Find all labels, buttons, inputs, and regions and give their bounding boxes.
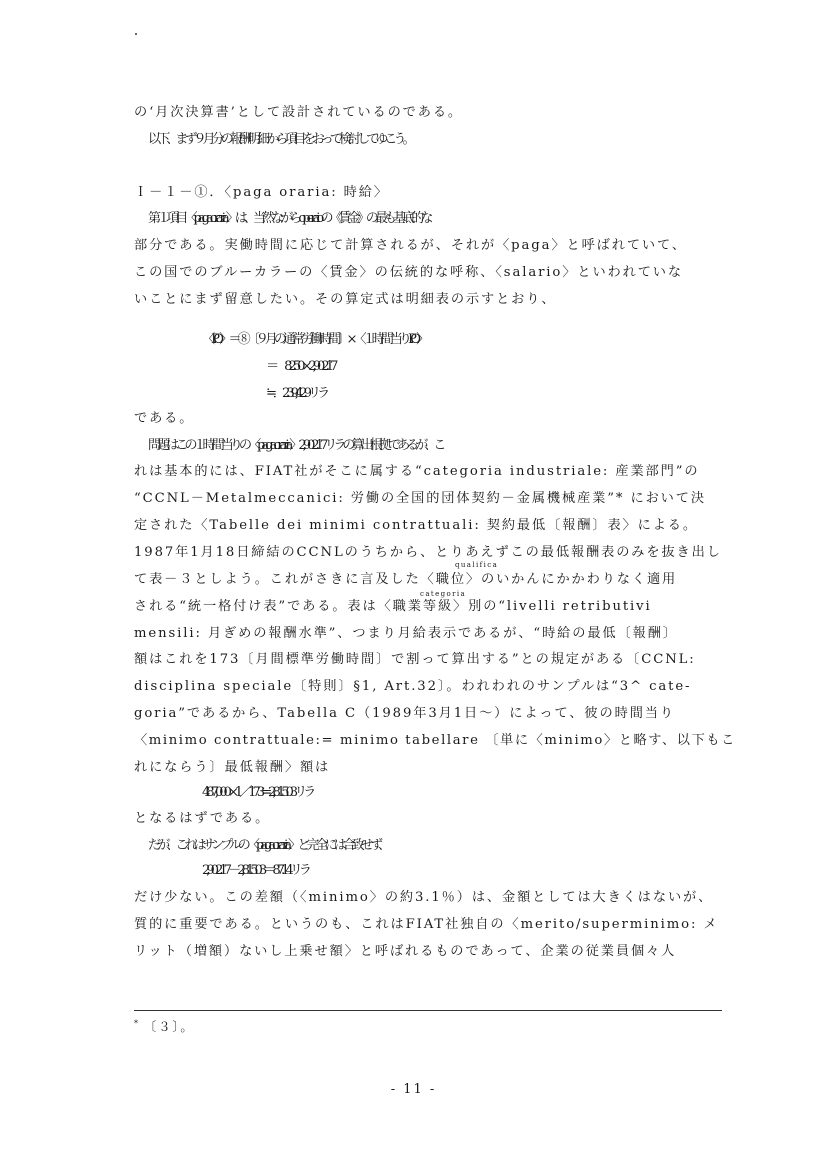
text-line: 以下、まず９月分の報酬明細から項目をおって検討してゆこう。: [148, 132, 412, 147]
text-line: この国でのブルーカラーの〈賃金〉の伝統的な呼称、〈salario〉といわれていな: [134, 265, 683, 280]
section-heading: Ｉ－１－①．〈paga oraria: 時給〉: [134, 185, 389, 200]
text-line: disciplina speciale〔特則〕§1, Art.32〕。われわれのサンプルは“3^ cate-: [134, 679, 692, 694]
formula-line: 487,000×1／173 ≒ 2,815.03リラ: [202, 785, 313, 800]
text-line: 1987年1月18日締結のCCNLのうちから、とりあえずこの最低報酬表のみを抜き出し: [134, 545, 722, 560]
formula-line: 2,902.17 － 2,815.03 ＝ 87.14リラ: [202, 863, 308, 878]
text-line: 質的に重要である。というのも、これはFIAT社独自の〈merito/superminimo: メ: [134, 917, 719, 932]
text-line: れは基本的には、FIAT社がそこに属する“categoria industriale: 産業部門”の: [134, 464, 700, 479]
footnote-text: 〔３〕。: [143, 1019, 195, 1034]
text-line: いことにまず留意したい。その算定式は明細表の示すとおり、: [134, 292, 557, 307]
scan-speck: [135, 33, 137, 35]
text-line: 〈minimo contrattuale:= minimo tabellare 〔単に〈minimo〉と略す、以下もこ: [134, 733, 736, 748]
text-line: リット（増額）ないし上乗せ額〉と呼ばれるものであって、企業の従業員個々人: [134, 944, 677, 959]
formula-line: 〈P.O.〉＝⑧〔９月の通常労働時間〕×〈１時間当りP.O.〉: [202, 332, 426, 347]
formula-line: ≒ 239,429リラ: [266, 386, 327, 401]
text-line: て表－３としよう。これがさきに言及した〈職位〉のいかんにかかわりなく適用: [134, 572, 678, 587]
text-line: 第１項目〈paga oraria〉は、当然ながら operaio の《賃金》の最も基底的な: [148, 211, 430, 226]
text-line: “CCNL－Metalmeccanici: 労働の全国的団体契約－金属機械産業”* において決: [134, 491, 706, 506]
footnote-divider: [134, 1010, 722, 1011]
text-line: 部分である。実働時間に応じて計算されるが、それが〈paga〉と呼ばれていて、: [134, 238, 687, 253]
page-number: - 11 -: [390, 1082, 437, 1097]
footnote: [134, 1017, 195, 1035]
text-line: だが、これはサンプルの〈paga oraria〉と完全には合致せず、: [148, 838, 387, 853]
text-line: mensili: 月ぎめの報酬水準”、つまり月給表示であるが、“時給の最低〔報酬〕: [134, 626, 678, 641]
text-line: だけ少ない。この差額（〈minimo〉の約3.1％）は、金額としては大きくはないが、: [134, 890, 714, 905]
text-line: 定された〈Tabelle dei minimi contrattuali: 契約最低〔報酬〕表〉による。: [134, 518, 698, 533]
text-line: である。: [134, 411, 195, 426]
ruby-annotation: categoria: [420, 590, 467, 598]
text-line: 額はこれを173〔月間標準労働時間〕で割って算出する”との規定がある〔CCNL:: [134, 652, 696, 667]
text-line: の‘月次決算書’として設計されているのである。: [134, 105, 464, 120]
ruby-annotation: qualifica: [455, 561, 499, 569]
text-line: goria”であるから、Tabella C（1989年3月1日～）によって、彼の時間当り: [134, 706, 675, 721]
text-line: 問題はこの１時間当りの〈paga oraria〉2,902.17リラの算出根拠であるが、こ: [148, 438, 443, 453]
text-line: れにならう〕最低報酬〉額は: [134, 760, 331, 775]
text-line: となるはずである。: [134, 811, 271, 826]
formula-line: ＝ 82.50×2,902.17: [266, 359, 335, 374]
footnote-mark: *: [134, 1019, 138, 1028]
text-line: される“統一格付け表”である。表は〈職業等級〉別の“livelli retributivi: [134, 599, 652, 614]
